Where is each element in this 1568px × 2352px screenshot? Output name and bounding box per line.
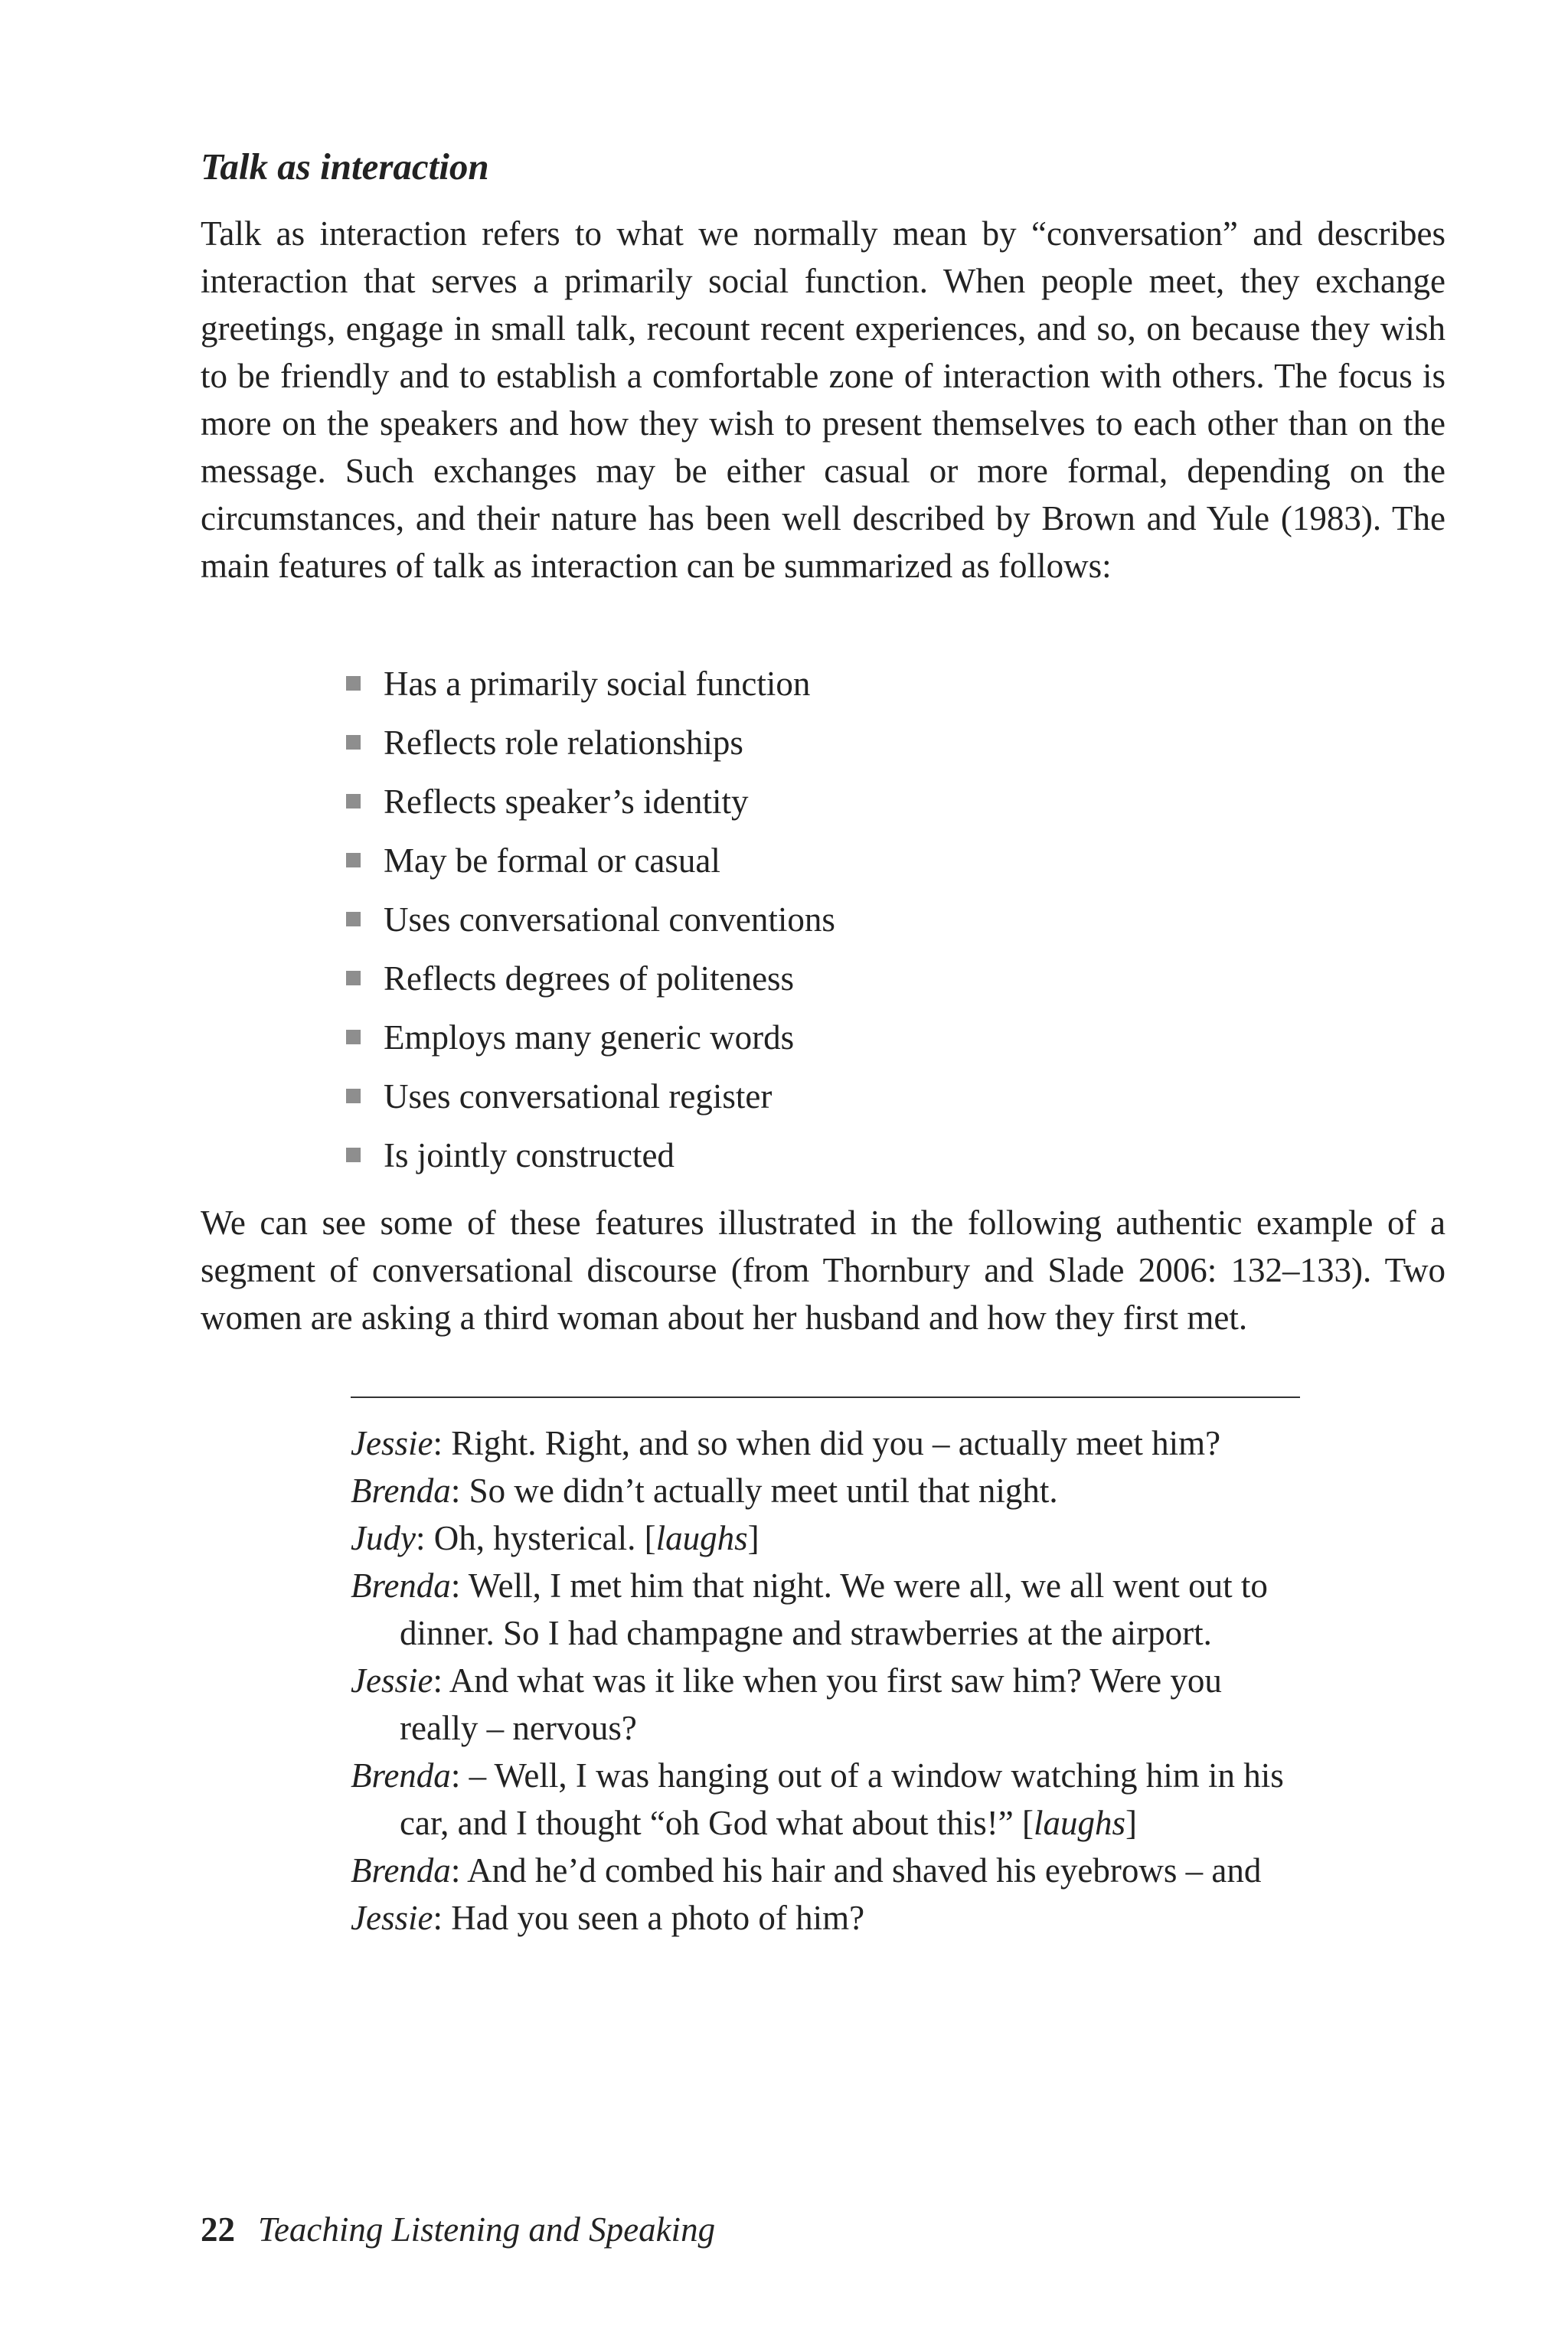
dialogue-turn: Judy: Oh, hysterical. [laughs] [351, 1519, 760, 1557]
list-item-text: Reflects degrees of politeness [384, 959, 795, 998]
utterance: And what was it like when you first saw him? Were you really – nervous? [400, 1661, 1222, 1747]
list-item-text: Employs many generic words [384, 1018, 795, 1057]
list-item-text: May be formal or casual [384, 841, 720, 880]
list-item-text: Uses conversational conventions [384, 900, 835, 939]
dialogue-turn: Brenda: Well, I met him that night. We were all, we all went out to dinner. So I had champagne and strawberries at the airport. [351, 1566, 1268, 1652]
utterance: So we didn’t actually meet until that night. [469, 1472, 1058, 1510]
example-intro-paragraph: We can see some of these features illustrated in the following authentic example of a segment of conversational discourse (from Thornbury and Slade 2006: 132–133). Two women are asking a third woman about her husband and how they first met. [201, 1204, 1446, 1337]
features-list [346, 654, 835, 1184]
list-item-text: Reflects speaker’s identity [384, 782, 749, 821]
utterance: Well, I met him that night. We were all, we all went out to dinner. So I had champagne and strawberries at the airport. [400, 1566, 1268, 1652]
speaker-name: Brenda [351, 1756, 451, 1795]
square-bullet-icon [346, 794, 361, 808]
dialogue-turn: Brenda: So we didn’t actually meet until that night. [351, 1472, 1058, 1510]
page-footer [201, 2207, 715, 2252]
square-bullet-icon [346, 676, 361, 691]
list-item [346, 713, 835, 772]
stage-direction: laughs [655, 1519, 748, 1557]
dialogue-turn: Jessie: Right. Right, and so when did you – actually meet him? [351, 1424, 1221, 1462]
square-bullet-icon [346, 912, 361, 926]
list-item [346, 772, 835, 831]
list-item [346, 1067, 835, 1125]
utterance: Right. Right, and so when did you – actually meet him? [451, 1424, 1221, 1462]
running-title: Teaching Listening and Speaking [258, 2210, 716, 2249]
page-number: 22 [201, 2210, 235, 2249]
list-item [346, 890, 835, 949]
list-item [346, 654, 835, 713]
utterance: – Well, I was hanging out of a window watching him in his car, and I thought “oh God what about this!” [ [400, 1756, 1284, 1842]
list-item [346, 1008, 835, 1067]
list-item-text: Uses conversational register [384, 1076, 773, 1116]
square-bullet-icon [346, 735, 361, 750]
square-bullet-icon [346, 1030, 361, 1044]
dialogue-turn: Jessie: Had you seen a photo of him? [351, 1899, 865, 1937]
speaker-name: Brenda [351, 1851, 451, 1890]
utterance: And he’d combed his hair and shaved his eyebrows – and [467, 1851, 1262, 1890]
dialogue-turn: Brenda: – Well, I was hanging out of a window watching him in his car, and I thought “oh God what about this!” [laughs] [351, 1756, 1284, 1842]
square-bullet-icon [346, 1148, 361, 1162]
list-item-text: Reflects role relationships [384, 723, 743, 762]
square-bullet-icon [346, 1089, 361, 1103]
dialogue-divider [351, 1396, 1300, 1398]
dialogue-turn: Jessie: And what was it like when you first saw him? Were you really – nervous? [351, 1661, 1222, 1747]
dialogue-transcript [351, 1419, 1300, 1942]
utterance: Had you seen a photo of him? [451, 1899, 865, 1937]
speaker-name: Jessie [351, 1899, 433, 1937]
list-item-text: Has a primarily social function [384, 664, 811, 703]
list-item-text: Is jointly constructed [384, 1135, 675, 1174]
list-item [346, 831, 835, 890]
speaker-name: Jessie [351, 1424, 433, 1462]
dialogue-turn: Brenda: And he’d combed his hair and shaved his eyebrows – and [351, 1851, 1262, 1890]
section-heading: Talk as interaction [201, 145, 489, 188]
speaker-name: Jessie [351, 1661, 433, 1700]
list-item [346, 1125, 835, 1184]
speaker-name: Brenda [351, 1472, 451, 1510]
speaker-name: Brenda [351, 1566, 451, 1605]
square-bullet-icon [346, 971, 361, 985]
stage-direction: laughs [1033, 1804, 1125, 1842]
utterance: Oh, hysterical. [ [433, 1519, 656, 1557]
speaker-name: Judy [351, 1519, 416, 1557]
list-item [346, 949, 835, 1008]
square-bullet-icon [346, 853, 361, 867]
intro-paragraph: Talk as interaction refers to what we normally mean by “conversation” and describes interaction that serves a primarily social function. When people meet, they exchange greetings, engage in small talk, recount recent experiences, and so, on because they wish to be friendly and to establish a comfortable zone of interaction with others. The focus is more on the speakers and how they wish to present themselves to each other than on the message. Such exchanges may be either casual or more formal, depending on the circumstances, and their nature has been well described by Brown and Yule (1983). The main features of talk as interaction can be summarized as follows: [201, 214, 1446, 585]
